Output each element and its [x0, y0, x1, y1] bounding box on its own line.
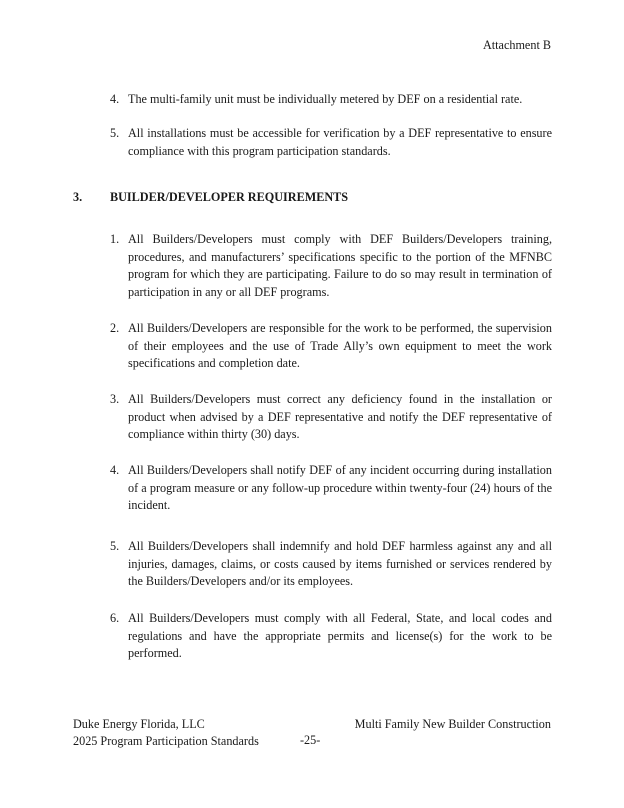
section-number: 3. — [73, 190, 83, 204]
list-item-text: All installations must be accessible for verification by a DEF representative to ensure compliance with this program participation standards. — [128, 126, 552, 158]
footer-company: Duke Energy Florida, LLC — [73, 717, 205, 731]
list-item — [110, 320, 552, 373]
list-item-number: 2. — [110, 321, 120, 335]
list-item-number: 6. — [110, 611, 120, 625]
footer-program: Multi Family New Builder Construction — [354, 717, 551, 731]
list-item-number: 4. — [110, 463, 120, 477]
list-item-number: 1. — [110, 232, 120, 246]
list-item — [110, 231, 552, 301]
footer-standards: 2025 Program Participation Standards — [73, 733, 259, 748]
list-item-number: 5. — [110, 126, 120, 140]
list-item-number: 4. — [110, 92, 120, 106]
list-item-number: 5. — [110, 539, 120, 553]
list-item — [110, 462, 552, 515]
list-item — [110, 538, 552, 591]
list-item-text: All Builders/Developers shall indemnify and hold DEF harmless against any and all injuries, damages, claims, or costs caused by items furnished or services rendered by the Builders/Developers and/or its employees. — [128, 539, 552, 588]
list-item — [110, 610, 552, 663]
page-number: -25- — [300, 733, 321, 747]
list-item-text: All Builders/Developers are responsible for the work to be performed, the supervision of their employees and the use of Trade Ally’s own equipment to meet the work specifications and completion date. — [128, 321, 552, 370]
list-item-text: All Builders/Developers must comply with all Federal, State, and local codes and regulations and have the appropriate permits and license(s) for the work to be performed. — [128, 611, 552, 660]
list-item-text: All Builders/Developers must correct any deficiency found in the installation or product when advised by a DEF representative and notify the DEF representative of compliance within thirty (30) days. — [128, 392, 552, 441]
list-item — [110, 391, 552, 444]
list-item — [110, 91, 552, 109]
section-title: BUILDER/DEVELOPER REQUIREMENTS — [110, 190, 349, 204]
attachment-label: Attachment B — [482, 38, 551, 52]
list-item-text: All Builders/Developers shall notify DEF of any incident occurring during installation of a program measure or any follow-up procedure within twenty-four (24) hours of the incident. — [128, 463, 552, 512]
list-item — [110, 125, 552, 160]
footer-left — [73, 716, 259, 749]
list-item-text: The multi-family unit must be individually metered by DEF on a residential rate. — [128, 92, 523, 106]
list-item-text: All Builders/Developers must comply with DEF Builders/Developers training, procedures, and manufacturers’ specifications specific to the portion of the MFNBC program for which they are participating. Failure to do so may result in termination of participation in any or all DEF programs. — [128, 232, 552, 299]
list-item-number: 3. — [110, 392, 120, 406]
